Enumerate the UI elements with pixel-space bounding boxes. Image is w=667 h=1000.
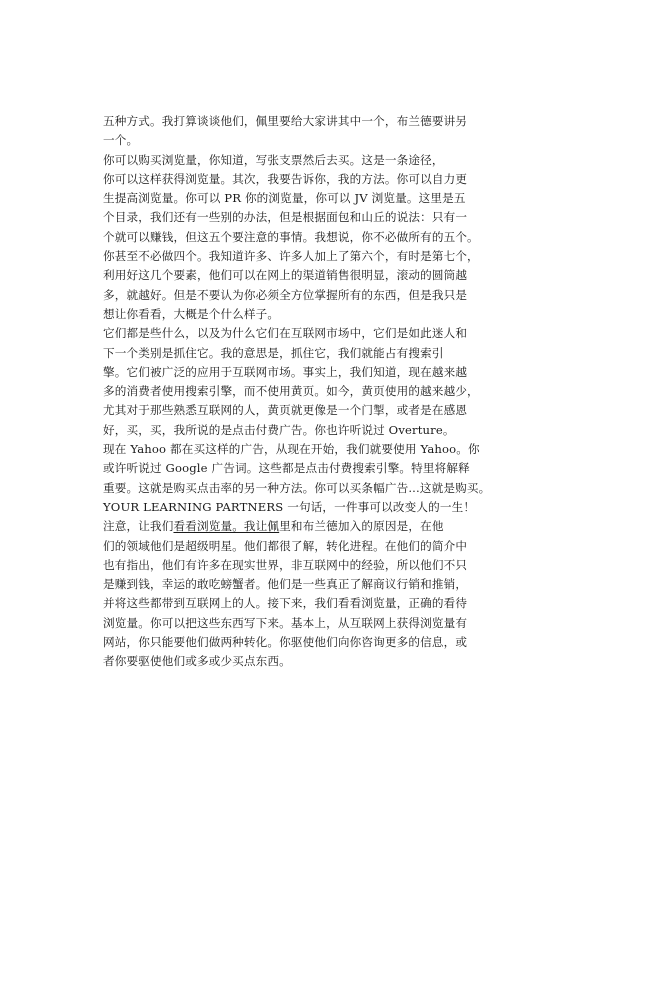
text-line: 好，买，买，我所说的是点击付费广告。你也许听说过 Overture。 [103,422,455,437]
text-line: 利用好这几个要素，他们可以在网上的渠道销售很明显，滚动的圆筒越 [103,268,468,283]
text-line: 下一个类别是抓住它。我的意思是，抓住它，我们就能占有搜索引 [103,345,444,360]
text-line: 或许听说过 Google 广告词。这些都是点击付费搜索引擎。特里将解释 [103,461,470,476]
text-line: 现在 Yahoo 都在买这样的广告，从现在开始，我们就要使用 Yahoo。你 [103,442,480,457]
text-line: 个就可以赚钱，但这五个要注意的事情。我想说，你不必做所有的五个。 [103,229,479,244]
text-line: 你可以这样获得浏览量。其次，我要告诉你，我的方法。你可以自力更 [103,171,468,186]
text-line: 擎。它们被广泛的应用于互联网市场。事实上，我们知道，现在越来越 [103,364,468,379]
text-line-underlined [103,517,543,536]
text-line: 一个。 [103,133,139,148]
text-line: 想让你看看，大概是个什么样子。 [103,306,280,321]
text-line: 并将这些都带到互联网上的人。接下来，我们看看浏览量，正确的看待 [103,596,468,611]
text-line: 们的领域他们是超级明星。他们都很了解，转化进程。在他们的简介中 [103,538,468,553]
document-page [103,112,543,672]
text-line: YOUR LEARNING PARTNERS 一句话，一件事可以改变人的一生！ [103,499,476,514]
text-line: 也有指出，他们有许多在现实世界，非互联网中的经验，所以他们不只 [103,557,468,572]
text-line: 个目录，我们还有一些别的办法，但是根据面包和山丘的说法：只有一 [103,210,468,225]
text-line: 多的消费者使用搜索引擎，而不使用黄页。如今，黄页使用的越来越少， [103,384,479,399]
text-line: 你甚至不必做四个。我知道许多、许多人加上了第六个，有时是第七个， [103,249,479,264]
text-line: 生提高浏览量。你可以 PR 你的浏览量，你可以 JV 浏览量。这里是五 [103,191,466,206]
underlined-prefix: 注意，让我们 [103,519,174,534]
underlined-text: 看看浏览量。我让佩 [173,519,280,534]
underlined-suffix: 里和布兰德加入的原因是，在他 [279,519,444,534]
text-line: 者你要驱使他们或多或少买点东西。 [103,654,291,669]
text-line: 五种方式。我打算谈谈他们，佩里要给大家讲其中一个，布兰德要讲另 [103,114,468,128]
text-line: 多，就越好。但是不要认为你必须全方位掌握所有的东西，但是我只是 [103,287,468,302]
text-line: 尤其对于那些熟悉互联网的人，黄页就更像是一个门掣，或者是在感恩 [103,403,468,418]
text-line: 重要。这就是购买点击率的另一种方法。你可以买条幅广告...这就是购买。 [103,480,491,495]
text-line: 是赚到钱，幸运的敢吃螃蟹者。他们是一些真正了解商议行销和推销， [103,577,468,592]
text-line: 你可以购买浏览量，你知道，写张支票然后去买。这是一条途径， [103,152,444,167]
text-line: 浏览量。你可以把这些东西写下来。基本上，从互联网上获得浏览量有 [103,615,468,630]
text-line: 它们都是些什么，以及为什么它们在互联网市场中，它们是如此迷人和 [103,326,468,341]
text-line: 网站，你只能要他们做两种转化。你驱使他们向你咨询更多的信息，或 [103,635,468,650]
